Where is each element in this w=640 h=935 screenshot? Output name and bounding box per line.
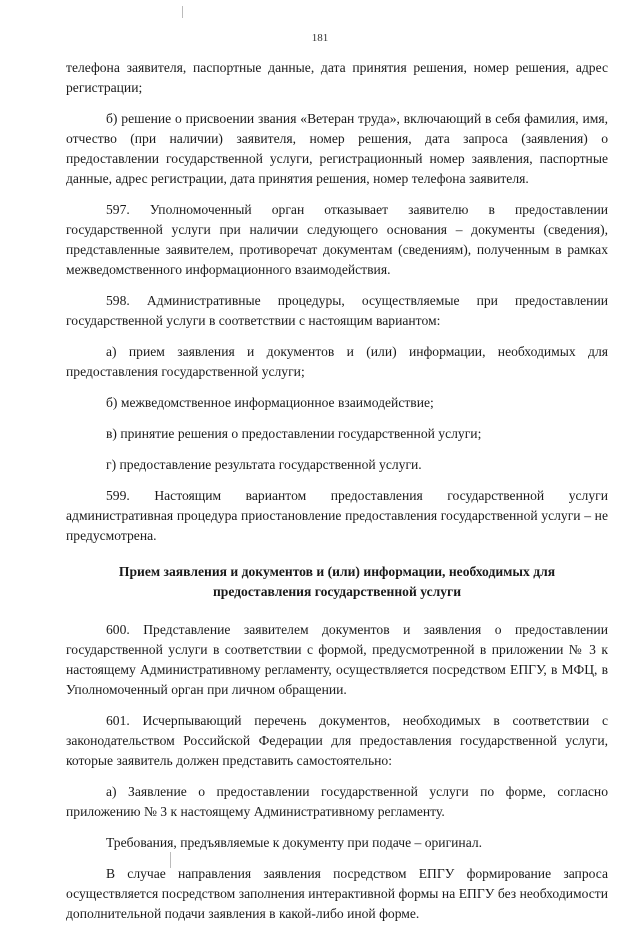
document-body: [66, 58, 608, 935]
paragraph-599: 599. Настоящим вариантом предоставления государственной услуги административная процедура приостановление предоставления государственной услуги – не предусмотрена.: [66, 488, 608, 543]
paragraph-requirements: Требования, предъявляемые к документу при подаче – оригинал.: [106, 835, 483, 850]
paragraph-598: 598. Административные процедуры, осуществляемые при предоставлении государственной услуги в соответствии с настоящим вариантом:: [66, 293, 608, 328]
paragraph-597: 597. Уполномоченный орган отказывает заявителю в предоставлении государственной услуги при наличии следующего основания – документы (сведения), представленные заявителем, противоречат документам (сведениям), полученным в рамках межведомственного информационного взаимодействия.: [66, 202, 608, 277]
paragraph-600: 600. Представление заявителем документов и заявления о предоставлении государственной услуги в соответствии с формой, предусмотренной в приложении № 3 к настоящему Административному регламенту, осуществляется посредством ЕПГУ, в МФЦ, в Уполномоченный орган при личном обращении.: [66, 622, 608, 697]
paragraph-601-a: а) Заявление о предоставлении государственной услуги по форме, согласно приложению № 3 к настоящему Административному регламенту.: [66, 784, 608, 819]
paragraph-598-d: г) предоставление результата государственной услуги.: [106, 457, 422, 472]
paragraph-epgu: В случае направления заявления посредством ЕПГУ формирование запроса осуществляется посредством заполнения интерактивной формы на ЕПГУ без необходимости дополнительной подачи заявления в какой-либо иной форме.: [66, 866, 608, 921]
page-number: 181: [311, 32, 329, 44]
paragraph-continuation: телефона заявителя, паспортные данные, дата принятия решения, номер решения, адрес регистрации;: [66, 60, 608, 95]
scan-mark: [182, 6, 183, 18]
paragraph-item-b: б) решение о присвоении звания «Ветеран труда», включающий в себя фамилия, имя, отчество (при наличии) заявителя, номер решения, дата запроса (заявления) о предоставлении государственной услуги, регистрационный номер заявления, паспортные данные, адрес регистрации, дата принятия решения, номер телефона заявителя.: [66, 111, 608, 186]
paragraph-598-a: а) прием заявления и документов и (или) информации, необходимых для предоставления государственной услуги;: [66, 344, 608, 379]
paragraph-601: 601. Исчерпывающий перечень документов, необходимых в соответствии с законодательством Российской Федерации для предоставления государственной услуги, которые заявитель должен представить самостоятельно:: [66, 713, 608, 768]
paragraph-598-b: б) межведомственное информационное взаимодействие;: [106, 395, 434, 410]
paragraph-598-c: в) принятие решения о предоставлении государственной услуги;: [106, 426, 482, 441]
section-heading: Прием заявления и документов и (или) информации, необходимых для предоставления государственной услуги: [118, 564, 556, 599]
